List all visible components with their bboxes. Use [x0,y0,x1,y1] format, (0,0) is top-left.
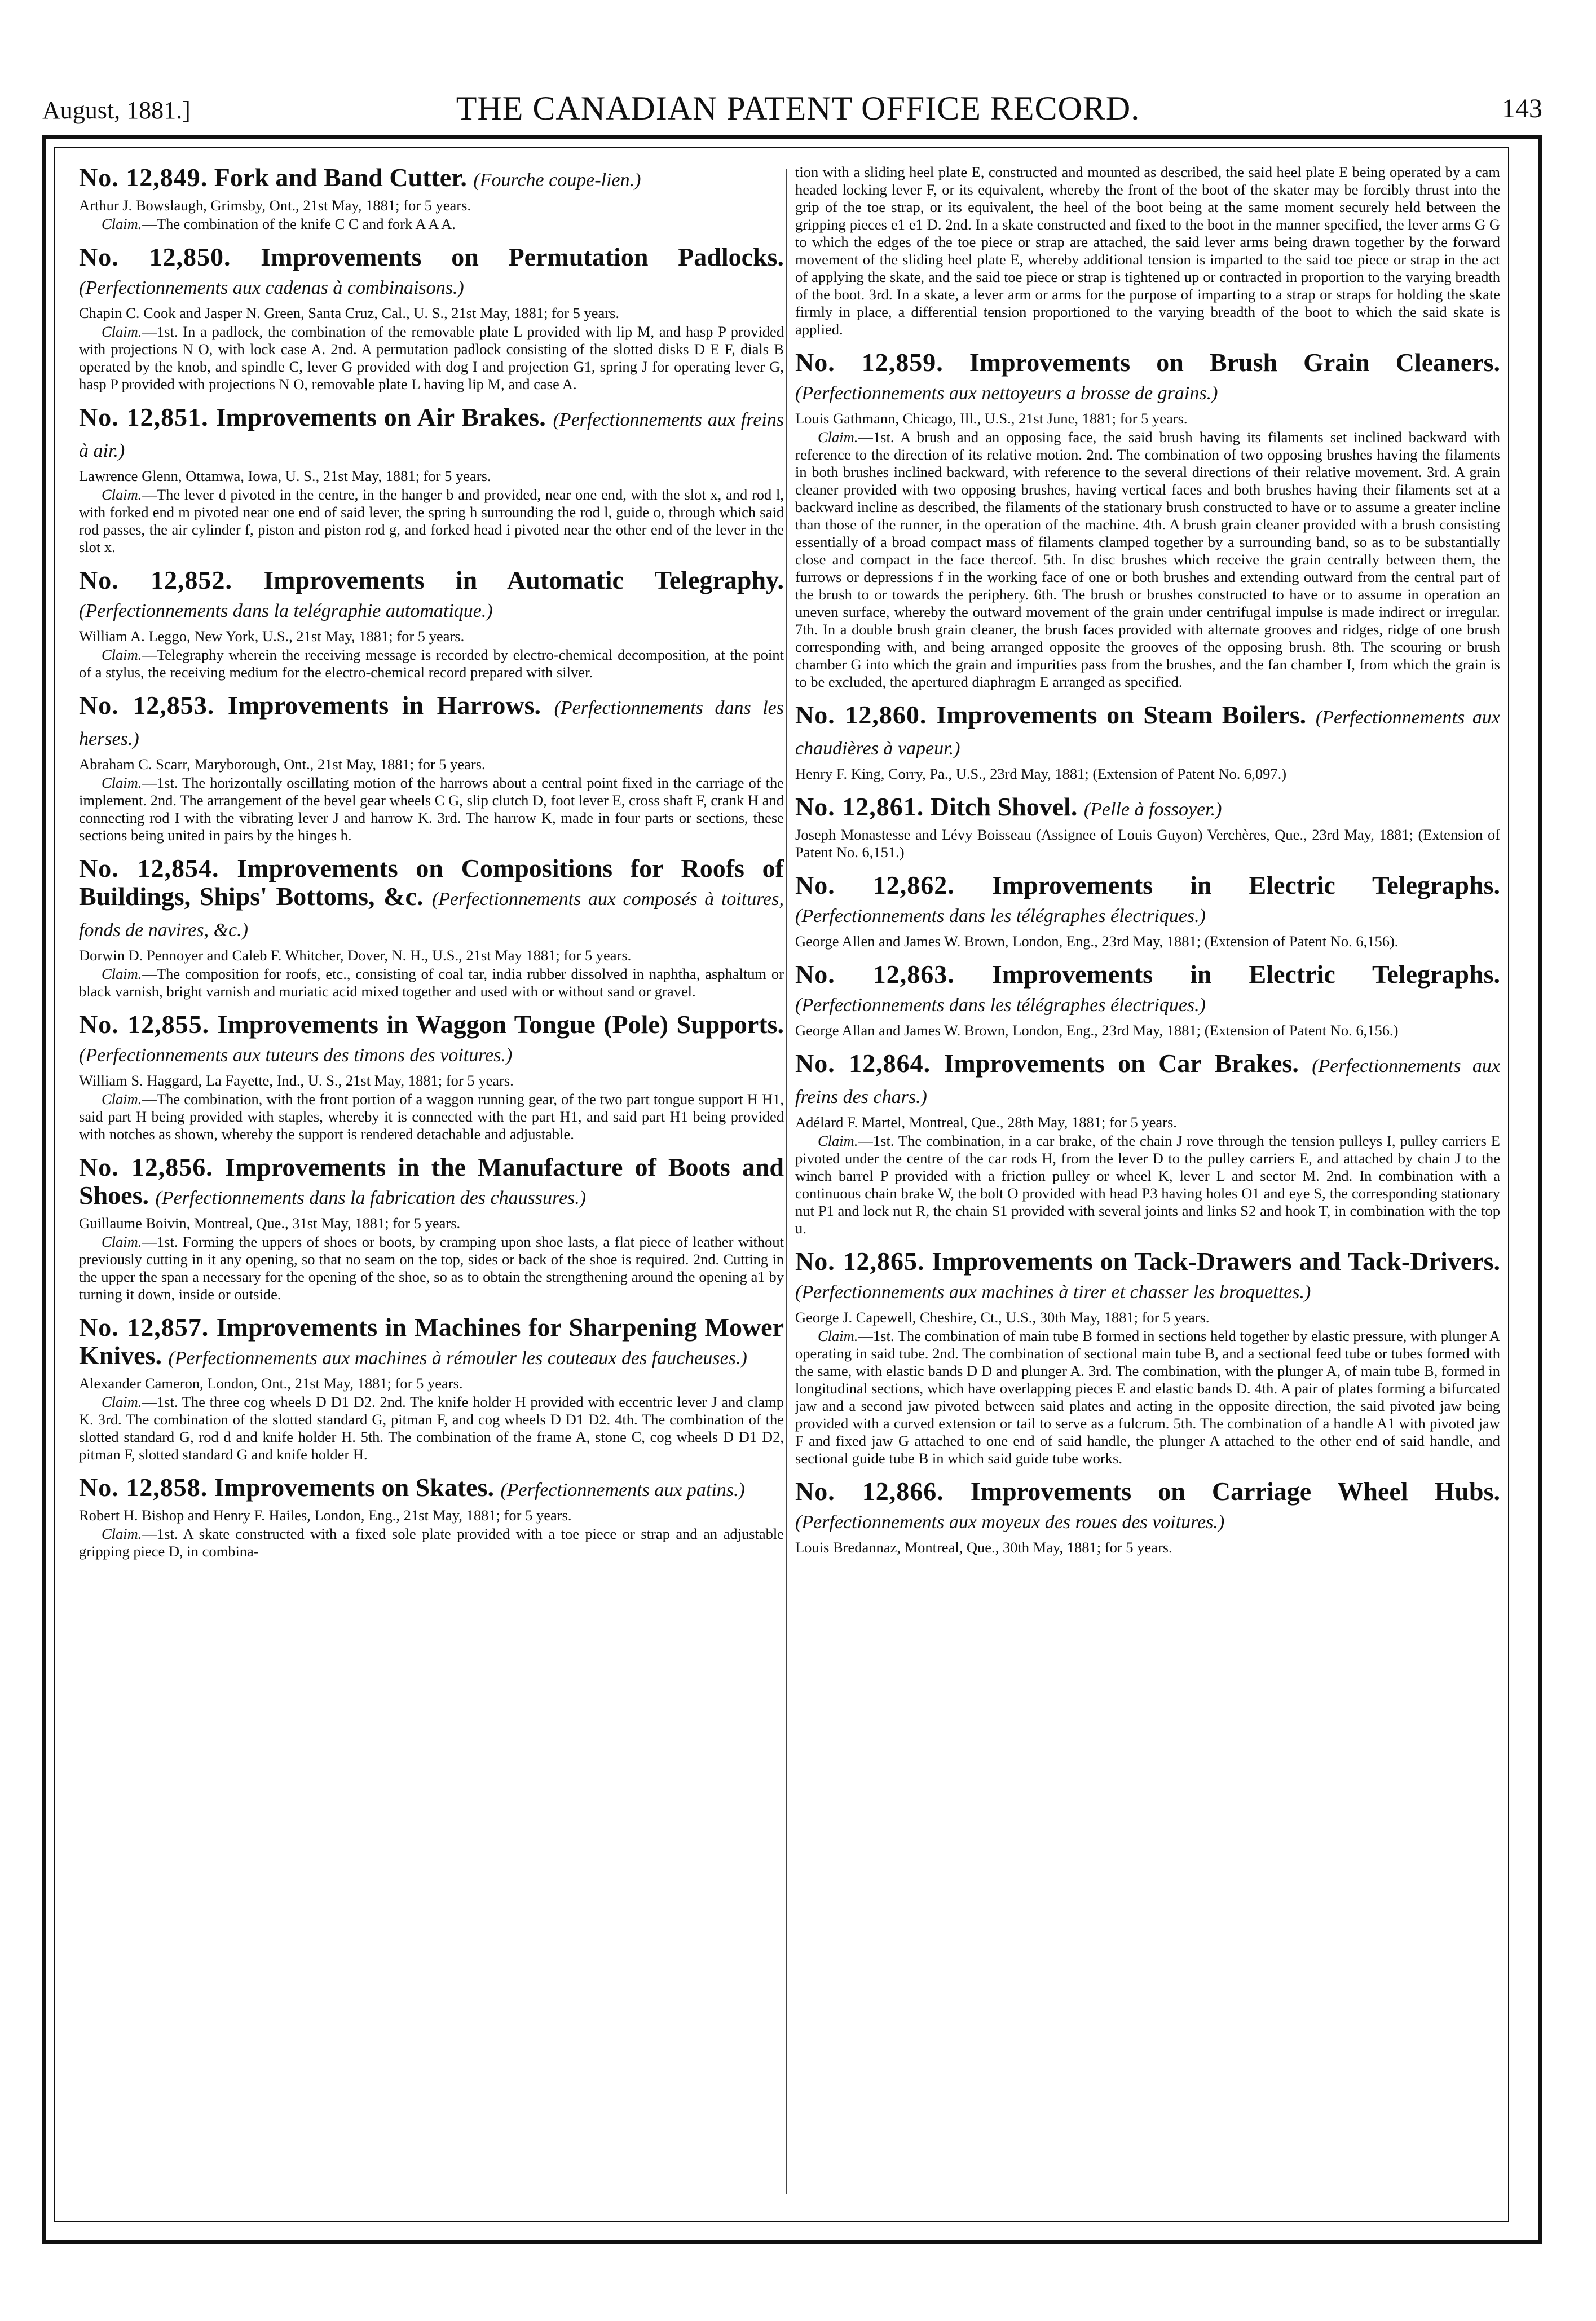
claim-label: Claim. [102,646,142,663]
patent-number: No. 12,850. [79,242,231,271]
inventor-line: Alexander Cameron, London, Ont., 21st May, 1881; for 5 years. [79,1375,463,1392]
french-title: (Perfectionnements aux tuteurs des timons des voitures.) [79,1045,513,1066]
patent-heading [79,403,784,465]
patent-number: No. 12,859. [795,348,944,377]
french-title: (Perfectionnements aux patins.) [500,1480,745,1501]
patent-title: Fork and Band Cutter. [214,164,467,192]
claim-text [79,323,784,393]
claim-label: Claim. [102,1091,142,1107]
patent-number: No. 12,864. [795,1049,931,1078]
patent-title: Ditch Shovel. [930,792,1078,821]
french-title: (Pelle à fossoyer.) [1083,799,1222,820]
french-title: (Perfectionnements aux machines à rémouler les couteaux des faucheuses.) [168,1348,747,1369]
patent-entry [795,1477,1500,1556]
inventor-line: Guillaume Boivin, Montreal, Que., 31st May, 1881; for 5 years. [79,1215,461,1232]
claim-body: —The combination of the knife C C and fork A A A. [142,215,456,232]
patent-heading [795,701,1500,763]
left-column [79,164,784,2199]
patent-number: No. 12,857. [79,1313,209,1342]
patent-number: No. 12,856. [79,1153,213,1181]
patent-title: Improvements in Electric Telegraphs. [991,960,1500,989]
patent-title: Improvements on Permutation Padlocks. [261,242,784,271]
patent-entry [795,348,1500,691]
patent-heading [795,960,1500,1020]
patent-title: Improvements on Tack-Drawers and Tack-Drivers. [932,1247,1500,1276]
patent-number: No. 12,852. [79,566,232,594]
patent-entry [79,1473,784,1560]
patent-entry [79,566,784,681]
claim-text [79,646,784,681]
french-title: (Perfectionnements dans les télégraphes électriques.) [795,906,1206,926]
patent-entry [79,854,784,1000]
inventor-line: Louis Gathmann, Chicago, Ill., U.S., 21st June, 1881; for 5 years. [795,410,1188,427]
patent-heading [79,566,784,625]
inventor-line: Robert H. Bishop and Henry F. Hailes, London, Eng., 21st May, 1881; for 5 years. [79,1507,572,1524]
claim-text [79,1393,784,1463]
claim-body: —1st. The horizontally oscillating motion of the harrows about a central point fixed in the carriage of the implement. 2nd. The arrangement of the bevel gear wheels C G, slip clutch D, foot lever E, cross shaft F, crank H and connecting rod I with the vibrating lever J and harrow K. 3rd. The harrow K, made in four parts or sections, these sections being united in pairs by the hinges h. [79,774,784,844]
inventor-line: Adélard F. Martel, Montreal, Que., 28th May, 1881; for 5 years. [795,1114,1177,1131]
claim-body: —The composition for roofs, etc., consisting of coal tar, india rubber dissolved in naphtha, asphaltum or black varnish, bright varnish and muriatic acid mixed together and used with or without sand or gravel. [79,965,784,1000]
patent-number: No. 12,862. [795,871,955,899]
patent-heading [795,793,1500,824]
inventor-line: Dorwin D. Pennoyer and Caleb F. Whitcher, Dover, N. H., U.S., 21st May 1881; for 5 years. [79,947,632,964]
patent-entry [79,243,784,393]
patent-entry [795,1049,1500,1237]
patent-heading [79,691,784,753]
right-column-entries [795,348,1500,1556]
claim-label: Claim. [102,1393,142,1410]
claim-text [795,1132,1500,1237]
claim-text [79,1091,784,1143]
claim-label: Claim. [818,1132,858,1149]
inventor-line: William S. Haggard, La Fayette, Ind., U. S., 21st May, 1881; for 5 years. [79,1072,514,1089]
patent-title: Improvements on Carriage Wheel Hubs. [970,1477,1500,1506]
patent-entry [795,1247,1500,1467]
claim-body: —The lever d pivoted in the centre, in the hanger b and provided, near one end, with the slot x, and rod l, with forked end m pivoted near one end of said lever, the spring h surrounding the rod l, guide o, through which said rod passes, the air cylinder f, piston and piston rod g, and forked head i pivoted near the other end of the lever in the slot x. [79,486,784,555]
patent-number: No. 12,863. [795,960,955,989]
patent-heading [795,348,1500,408]
column-rule [786,169,787,2194]
french-title: (Perfectionnements aux cadenas à combinaisons.) [79,277,464,298]
claim-label: Claim. [102,323,142,340]
patent-heading [795,1247,1500,1307]
claim-text [79,486,784,556]
french-title: (Perfectionnements aux moyeux des roues des voitures.) [795,1512,1225,1533]
patent-number: No. 12,858. [79,1473,208,1502]
claim-body: —1st. The three cog wheels D D1 D2. 2nd. The knife holder H provided with eccentric lever J and clamp K. 3rd. The combination of the slotted standard G, pitman F, and cog wheels D D1 D2. 4th. The combination of the slotted standard G, rod d and knife holder H. 5th. The combination of the frame A, stone C, cog wheels D D1 D2, pitman F, slotted standard G and knife holder H. [79,1393,784,1463]
french-title: (Perfectionnements dans les herses.) [79,698,784,749]
claim-label: Claim. [102,486,142,503]
inventor-line: Henry F. King, Corry, Pa., U.S., 23rd May, 1881; (Extension of Patent No. 6,097.) [795,765,1287,782]
french-title: (Fourche coupe-lien.) [473,170,641,191]
issue-date: August, 1881.] [42,96,191,124]
patent-heading [79,1313,784,1373]
patent-number: No. 12,853. [79,691,215,720]
patent-entry [79,1011,784,1143]
patent-title: Improvements on Brush Grain Cleaners. [969,348,1500,377]
claim-label: Claim. [102,965,142,982]
claim-body: —1st. A skate constructed with a fixed sole plate provided with a toe piece or strap and an adjustable gripping piece D, in combina- [79,1525,784,1560]
inventor-line: William A. Leggo, New York, U.S., 21st May, 1881; for 5 years. [79,628,465,645]
inventor-line: George Allen and James W. Brown, London, Eng., 23rd May, 1881; (Extension of Patent No. 6,156). [795,933,1399,950]
patent-title: Improvements on Car Brakes. [944,1049,1299,1078]
patent-entry [795,793,1500,861]
right-column [795,164,1500,2199]
journal-title: THE CANADIAN PATENT OFFICE RECORD. [456,90,1140,127]
patent-title: Improvements on Air Brakes. [215,403,546,431]
claim-body: —The combination, with the front portion of a waggon running gear, of the two part tongue support H H1, said part H being provided with staples, whereby it is connected with the part H1, and said part H1 being provided with notches as shown, whereby the support is rendered detachable and adjustable. [79,1091,784,1142]
patent-heading [79,1473,784,1504]
inventor-line: Abraham C. Scarr, Maryborough, Ont., 21st May, 1881; for 5 years. [79,756,486,773]
inventor-line: Lawrence Glenn, Ottamwa, Iowa, U. S., 21st May, 1881; for 5 years. [79,467,491,484]
claim-body: —1st. A brush and an opposing face, the said brush having its filaments set inclined backward with reference to the direction of its relative motion. 2nd. The combination of two opposing brushes having the filaments in both brushes inclined backward, with reference to the several directions of their relative movement. 3rd. A grain cleaner provided with two opposing brushes, having vertical faces and both brushes having their filaments set at a backward incline as described, the filaments of the stationary brush constructed to have or to assume a greater incline than those of the runner, in the operation of the machine. 4th. A brush grain cleaner provided with a brush consisting essentially of a broad compact mass of filaments clamped together by a surrounding band, so as to be substantially close and compact in the face thereof. 5th. In disc brushes which receive the grain centrally between them, the furrows or depressions f in the working face of one or both brushes and extending outward from the central part of the brush to or towards the periphery. 6th. The brush or brushes constructed to have or to assume in operation an uneven surface, whereby the outward movement of the grain under centrifugal impulse is made indirect or irregular. 7th. In a double brush grain cleaner, the brush faces provided with alternate grooves and ridges, ridge of one brush corresponding with, and being arranged opposite the grooves of the opposing brush. 8th. The scouring or brush chamber G into which the grain and impurities pass from the brushes, and the fan chamber I, from which the grain is to be excluded, the apertured diaphragm E arranged as specified. [795,429,1500,690]
patent-number: No. 12,849. [79,164,208,192]
inventor-line: George Allan and James W. Brown, London, Eng., 23rd May, 1881; (Extension of Patent No. 6,156.) [795,1022,1399,1039]
patent-number: No. 12,865. [795,1247,925,1276]
patent-heading [795,1049,1500,1111]
claim-label: Claim. [818,1327,858,1344]
continued-claim-text: tion with a sliding heel plate E, constructed and mounted as described, the said heel plate E being operated by a cam headed locking lever F, or its equivalent, whereby the front of the boot of the skater may be forcibly thrust into the grip of the toe strap, or its equivalent, the heel of the boot being at the same moment securely held between the gripping pieces e1 e1 D. 2nd. In a skate constructed and fixed to the boot in the manner specified, the lever arms G G to which the edges of the toe piece or strap are attached, the said lever arms being drawn together by the forward movement of the sliding heel plate E, whereby additional tension is imparted to the said toe piece or strap in the act of applying the skate, and the said toe piece or strap is tightened up or contracted in proportion to the varying breadth of the boot. 3rd. In a skate, a lever arm or arms for the purpose of imparting to a strap or straps for holding the skate firmly in place, a differential tension proportioned to the varying breadth of the boot to which the said skate is applied. [795,164,1500,338]
claim-text [795,1327,1500,1467]
patent-number: No. 12,851. [79,403,209,431]
claim-text [79,774,784,844]
french-title: (Perfectionnements aux freins des chars.) [795,1056,1500,1107]
claim-body: —1st. The combination of main tube B formed in sections held together by elastic pressure, with plunger A operating in said tube. 2nd. The combination of sectional main tube B, and a sectional feed tube or tubes formed with the same, with elastic bands D D and plunger A. 3rd. The combination, with the plunger A, of main tube B, formed in longitudinal sections, which have overlapping pieces E and elastic bands D. 4th. A pair of plates forming a bifurcated jaw and a second jaw pivoted between said plates and acting in the opposite direction, the said pivoted jaw being provided with a curved extension or tail to serve as a fulcrum. 5th. The combination of a handle A1 with pivoted jaw F and fixed jaw G attached to one end of said handle, the plunger A attached to the other end of said handle, and sectional guide tube B in which said guide tube works. [795,1327,1500,1467]
page-number: 143 [1502,94,1542,123]
patent-number: No. 12,854. [79,854,219,882]
inventor-line: Louis Bredannaz, Montreal, Que., 30th May, 1881; for 5 years. [795,1539,1172,1556]
claim-label: Claim. [102,215,142,232]
french-title: (Perfectionnements aux composés à toitures, fonds de navires, &c.) [79,889,784,941]
claim-label: Claim. [102,1233,142,1250]
patent-title: Improvements in Electric Telegraphs. [991,871,1500,899]
inventor-line: Arthur J. Bowslaugh, Grimsby, Ont., 21st May, 1881; for 5 years. [79,197,471,214]
patent-entry [795,871,1500,950]
claim-body: —1st. Forming the uppers of shoes or boots, by cramping upon shoe lasts, a flat piece of leather without previously cutting in it any opening, so that no seam on the top, sides or back of the shoe is required. 2nd. Cutting in the upper the span a necessary for the opening of the shoe, so as to obtain the strengthening around the opening a1 by turning it down, inside or outside. [79,1233,784,1303]
claim-label: Claim. [818,429,858,445]
patent-heading [79,1153,784,1212]
french-title: (Perfectionnements dans la fabrication des chaussures.) [155,1188,587,1208]
running-head [42,85,1554,130]
patent-entry [79,164,784,233]
claim-text [79,1525,784,1560]
claim-body: —1st. The combination, in a car brake, of the chain J rove through the tension pulleys I, pulley carriers E pivoted under the centre of the car rods H, from the lever D to the pulley carriers E, and attached by chain J to the winch barrel P provided with a friction pulley or wheel K, lever L and sector M. 2nd. In combination with a continuous chain brake W, the bolt O provided with head P3 having holes O1 and eye S, the corresponding stationary nut P1 and lock nut R, the chain S1 provided with several joints and links S2 and hook T, in combination with the top u. [795,1132,1500,1237]
patent-title: Improvements in the Manufacture of Boots and Shoes. [79,1153,784,1210]
patent-heading [795,871,1500,930]
patent-entry [795,701,1500,783]
inventor-line: George J. Capewell, Cheshire, Ct., U.S., 30th May, 1881; for 5 years. [795,1309,1210,1326]
patent-title: Improvements on Steam Boilers. [936,700,1307,729]
patent-entry [79,1313,784,1463]
claim-text [79,965,784,1000]
claim-text [79,215,784,233]
patent-title: Improvements in Automatic Telegraphy. [263,566,784,594]
patent-title: Improvements in Harrows. [227,691,541,720]
patent-number: No. 12,866. [795,1477,944,1506]
patent-heading [795,1477,1500,1537]
patent-entry [79,691,784,844]
french-title: (Perfectionnements dans les télégraphes électriques.) [795,995,1206,1016]
patent-heading [79,1011,784,1070]
claim-body: —1st. In a padlock, the combination of the removable plate L provided with lip M, and hasp P provided with projections N O, with lock case A. 2nd. A permutation padlock consisting of the slotted disks D E F, dials B operated by the knob, and spindle C, lever G provided with dog I and projection G1, spring J for operating lever G, hasp P provided with projections N O, removable plate L having lip M, and case A. [79,323,784,392]
claim-text [79,1233,784,1303]
french-title: (Perfectionnements aux freins à air.) [79,409,784,461]
claim-text [795,429,1500,691]
claim-label: Claim. [102,1525,142,1542]
patent-title: Improvements on Compositions for Roofs of Buildings, Ships' Bottoms, &c. [79,854,784,911]
patent-heading [79,243,784,302]
claim-body: —Telegraphy wherein the receiving message is recorded by electro-chemical decomposition, at the point of a stylus, the receiving medium for the electro-chemical record prepared with silver. [79,646,784,681]
patent-entry [795,960,1500,1039]
claim-label: Claim. [102,774,142,791]
patent-entry [79,403,784,556]
patent-heading [79,164,784,195]
french-title: (Perfectionnements aux nettoyeurs a brosse de grains.) [795,383,1218,404]
french-title: (Perfectionnements dans la telégraphie automatique.) [79,601,493,621]
patent-heading [79,854,784,945]
patent-number: No. 12,855. [79,1010,210,1039]
patent-title: Improvements in Machines for Sharpening Mower Knives. [79,1313,784,1370]
inventor-line: Chapin C. Cook and Jasper N. Green, Santa Cruz, Cal., U. S., 21st May, 1881; for 5 years. [79,305,620,321]
patent-number: No. 12,860. [795,700,927,729]
patent-number: No. 12,861. [795,792,924,821]
patent-title: Improvements in Waggon Tongue (Pole) Supports. [217,1010,784,1039]
patent-entry [79,1153,784,1303]
french-title: (Perfectionnements aux machines à tirer et chasser les broquettes.) [795,1282,1311,1303]
inventor-line: Joseph Monastesse and Lévy Boisseau (Assignee of Louis Guyon) Verchères, Que., 23rd May, 1881; (Extension of Patent No. 6,151.) [795,826,1500,861]
french-title: (Perfectionnements aux chaudières à vapeur.) [795,707,1500,759]
patent-title: Improvements on Skates. [214,1473,494,1502]
